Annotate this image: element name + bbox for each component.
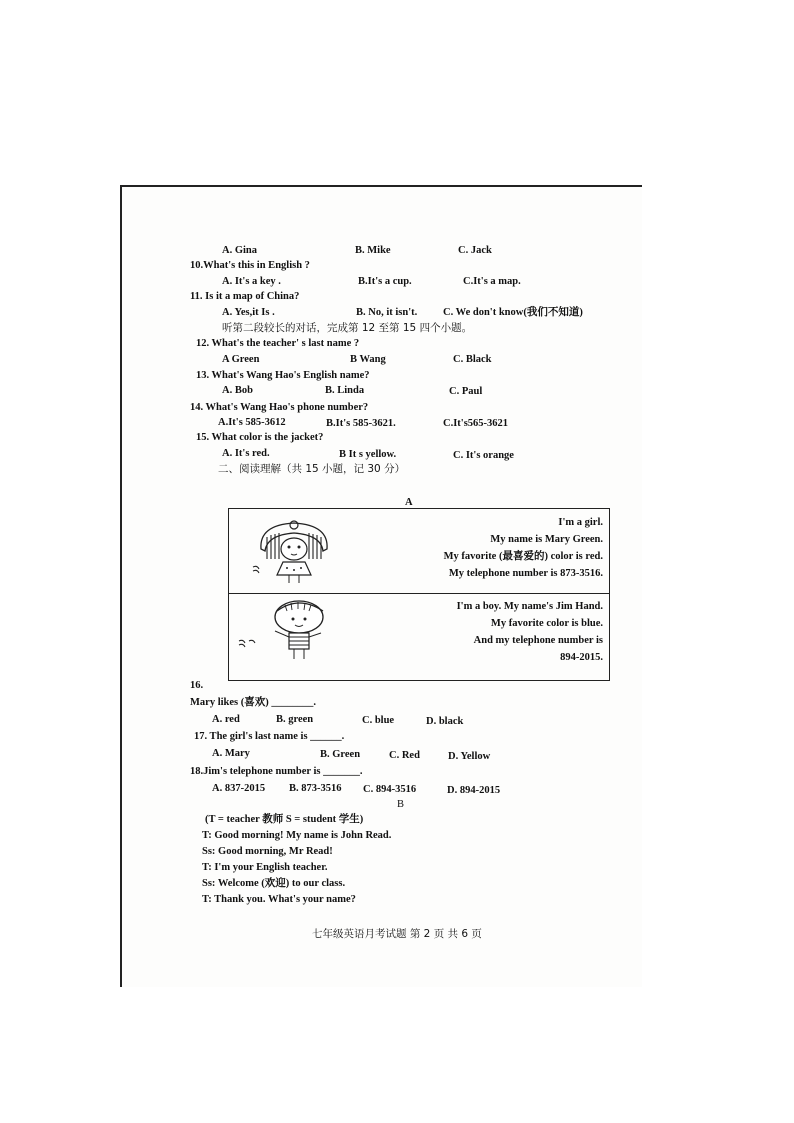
- boy-line-4: 894-2015.: [560, 652, 603, 663]
- q12-option-b: B Wang: [350, 354, 386, 365]
- girl-line-2: My name is Mary Green.: [490, 534, 603, 545]
- q9-option-b: B. Mike: [355, 245, 391, 256]
- q17-option-b: B. Green: [320, 749, 361, 760]
- dialogue-line: Ss: Welcome (欢迎) to our class.: [202, 878, 346, 889]
- q10-option-b: B.It's a cup.: [358, 276, 412, 287]
- q18-option-c: C. 894-3516: [363, 784, 417, 795]
- dialogue-note: (T = teacher 教师 S = student 学生): [205, 814, 364, 825]
- dialogue-line: Ss: Good morning, Mr Read!: [202, 846, 333, 857]
- q13-stem: 13. What's Wang Hao's English name?: [196, 370, 370, 381]
- section-two-heading: 二、阅读理解（共 15 小题，记 30 分）: [218, 463, 406, 475]
- q18-option-d: D. 894-2015: [447, 785, 501, 796]
- q16-number: 16.: [190, 680, 204, 691]
- passage-a-box: [228, 508, 610, 681]
- q11-option-b: B. No, it isn't.: [356, 307, 418, 318]
- q15-option-c: C. It's orange: [453, 450, 514, 461]
- boy-line-1: I'm a boy. My name's Jim Hand.: [456, 601, 603, 612]
- q13-option-c: C. Paul: [449, 386, 483, 397]
- q14-stem: 14. What's Wang Hao's phone number?: [190, 402, 369, 413]
- q17-option-c: C. Red: [389, 750, 420, 761]
- page-footer: 七年级英语月考试题 第 2 页 共 6 页: [312, 928, 482, 940]
- q17-option-d: D. Yellow: [448, 751, 491, 762]
- q16-option-a: A. red: [212, 714, 240, 725]
- q13-option-a: A. Bob: [222, 385, 253, 396]
- q9-option-a: A. Gina: [222, 245, 258, 256]
- q12-option-a: A Green: [222, 354, 260, 365]
- girl-line-4: My telephone number is 873-3516.: [448, 568, 603, 579]
- q11-stem: 11. Is it a map of China?: [190, 291, 300, 302]
- q12-option-c: C. Black: [453, 354, 492, 365]
- passage-b-label: B: [397, 799, 405, 810]
- instruction-second-dialogue: 听第二段较长的对话，完成第 12 至第 15 四个小题。: [222, 322, 473, 334]
- boy-line-2: My favorite color is blue.: [490, 618, 603, 629]
- q16-option-b: B. green: [276, 714, 314, 725]
- girl-illustration: [251, 515, 337, 587]
- q18-option-a: A. 837-2015: [212, 783, 266, 794]
- q14-option-c: C.It's565-3621: [443, 418, 509, 429]
- q12-stem: 12. What's the teacher' s last name ?: [196, 338, 360, 349]
- box-divider: [229, 593, 609, 594]
- girl-line-1: I'm a girl.: [558, 517, 603, 528]
- q15-option-b: B It s yellow.: [339, 449, 397, 460]
- q11-option-c: C. We don't know(我们不知道): [443, 307, 583, 318]
- q9-option-c: C. Jack: [458, 245, 492, 256]
- q10-option-a: A. It's a key .: [222, 276, 281, 287]
- q15-option-a: A. It's red.: [222, 448, 270, 459]
- q14-option-a: A.It's 585-3612: [218, 417, 286, 428]
- boy-illustration: [231, 597, 341, 665]
- q10-option-c: C.It's a map.: [463, 276, 521, 287]
- boy-line-3: And my telephone number is: [473, 635, 603, 646]
- q15-stem: 15. What color is the jacket?: [196, 432, 324, 443]
- dialogue-line: T: I'm your English teacher.: [202, 862, 328, 873]
- q16-stem: Mary likes (喜欢) ________.: [190, 697, 316, 708]
- q14-option-b: B.It's 585-3621.: [326, 418, 396, 429]
- q16-option-c: C. blue: [362, 715, 395, 726]
- q16-option-d: D. black: [426, 716, 464, 727]
- q18-option-b: B. 873-3516: [289, 783, 342, 794]
- girl-line-3: My favorite (最喜爱的) color is red.: [443, 551, 603, 562]
- passage-a-label: A: [405, 497, 413, 508]
- q18-stem: 18.Jim's telephone number is _______.: [190, 766, 363, 777]
- q13-option-b: B. Linda: [325, 385, 365, 396]
- dialogue-line: T: Good morning! My name is John Read.: [202, 830, 392, 841]
- q11-option-a: A. Yes,it Is .: [222, 307, 275, 318]
- dialogue-line: T: Thank you. What's your name?: [202, 894, 356, 905]
- q17-stem: 17. The girl's last name is ______.: [194, 731, 345, 742]
- q17-option-a: A. Mary: [212, 748, 250, 759]
- q10-stem: 10.What's this in English ?: [190, 260, 310, 271]
